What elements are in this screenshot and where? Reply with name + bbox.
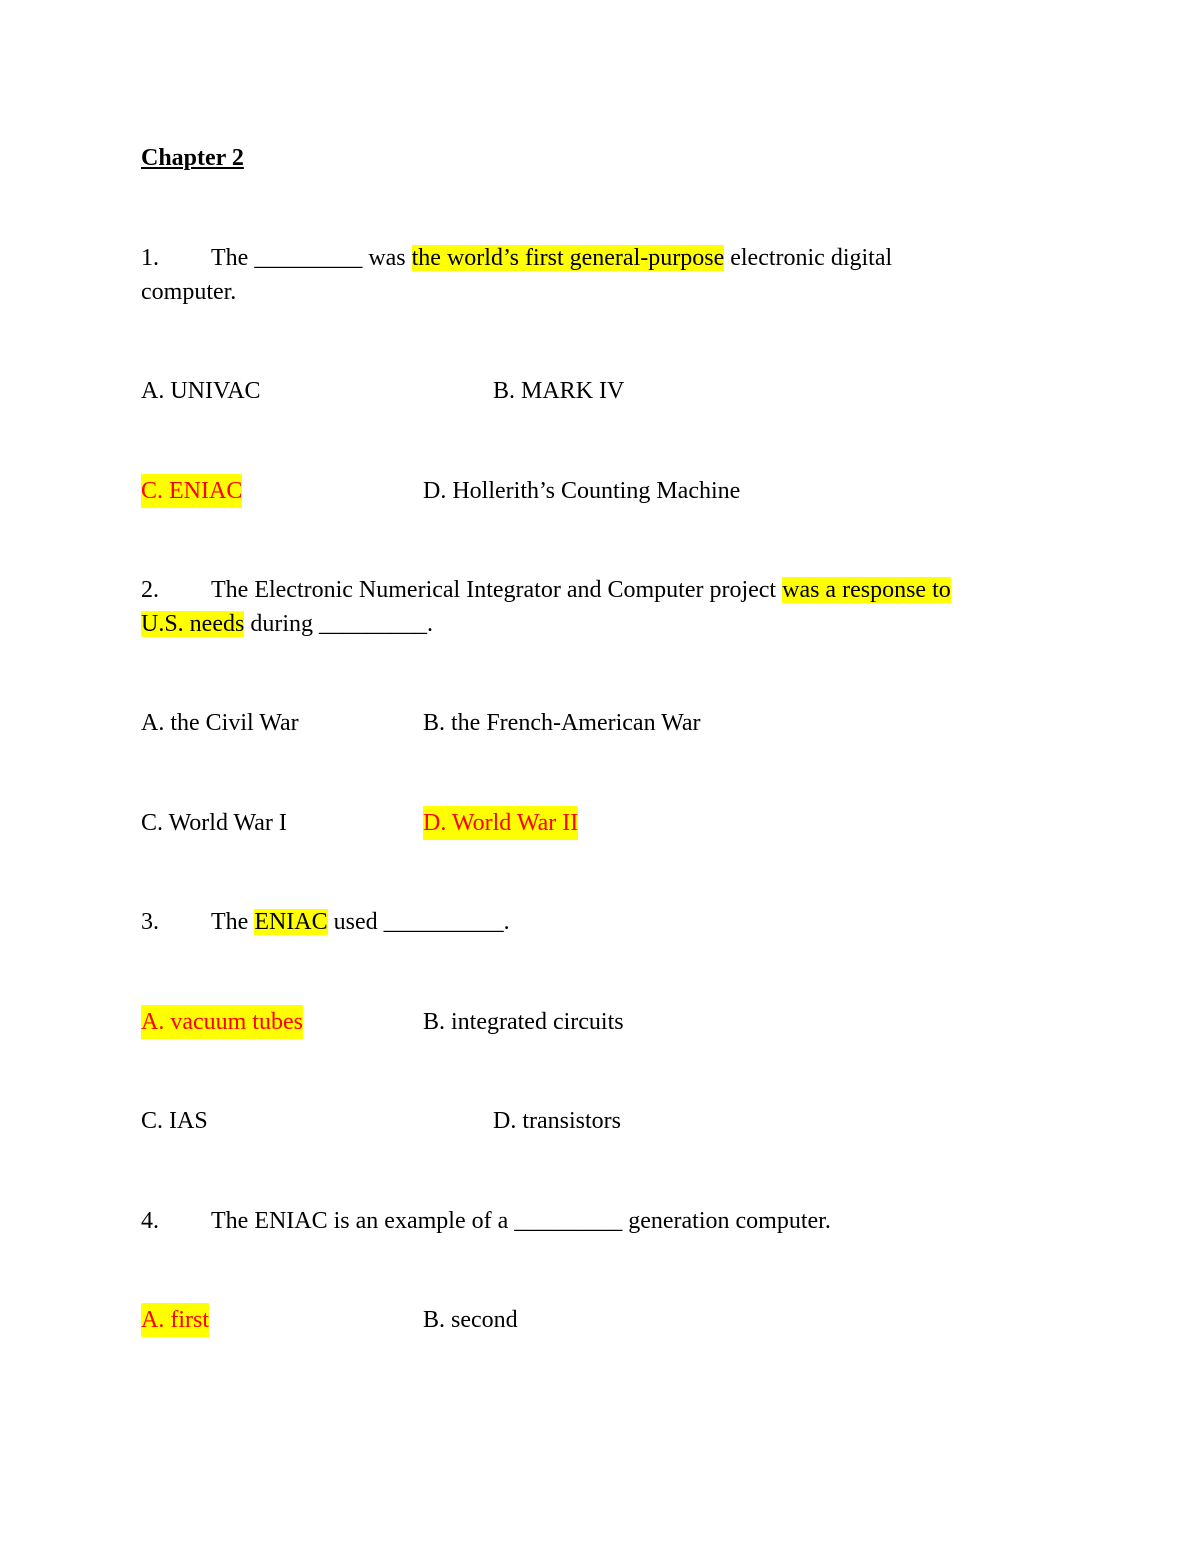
option-a: A. UNIVAC — [141, 378, 261, 404]
option-a: A. the Civil War — [141, 710, 299, 736]
question-text: used __________. — [327, 909, 510, 935]
question-4 — [141, 1204, 831, 1238]
question-2-continuation — [141, 607, 433, 641]
correct-option-c: C. ENIAC — [141, 474, 242, 508]
option-c: C. World War I — [141, 810, 287, 836]
option-b: B. the French-American War — [423, 710, 701, 736]
option-d: D. transistors — [493, 1108, 621, 1134]
question-1 — [141, 241, 892, 275]
option-d: D. Hollerith’s Counting Machine — [423, 478, 741, 504]
correct-option-a: A. first — [141, 1303, 209, 1337]
question-2 — [141, 573, 951, 607]
question-number: 1. — [141, 245, 159, 271]
question-number: 2. — [141, 577, 159, 603]
question-1-continuation: computer. — [141, 279, 237, 305]
question-text: The _________ was — [211, 245, 412, 271]
question-number: 3. — [141, 909, 159, 935]
highlighted-text: was a response to — [782, 577, 951, 603]
correct-option-d: D. World War II — [423, 806, 578, 840]
option-c: C. IAS — [141, 1108, 208, 1134]
question-text: The ENIAC is an example of a _________ generation computer. — [211, 1208, 831, 1234]
option-b: B. second — [423, 1307, 518, 1333]
question-text: during _________. — [244, 611, 433, 637]
option-b: B. integrated circuits — [423, 1009, 624, 1035]
question-text: The — [211, 909, 255, 935]
question-number: 4. — [141, 1208, 159, 1234]
chapter-heading: Chapter 2 — [141, 145, 244, 171]
highlighted-text: ENIAC — [254, 909, 328, 935]
correct-option-a: A. vacuum tubes — [141, 1005, 303, 1039]
question-text: The Electronic Numerical Integrator and Computer project — [211, 577, 783, 603]
highlighted-text: U.S. needs — [141, 611, 245, 637]
question-3 — [141, 905, 510, 939]
option-b: B. MARK IV — [493, 378, 625, 404]
question-text: electronic digital — [724, 245, 893, 271]
highlighted-text: the world’s first general-purpose — [411, 245, 725, 271]
